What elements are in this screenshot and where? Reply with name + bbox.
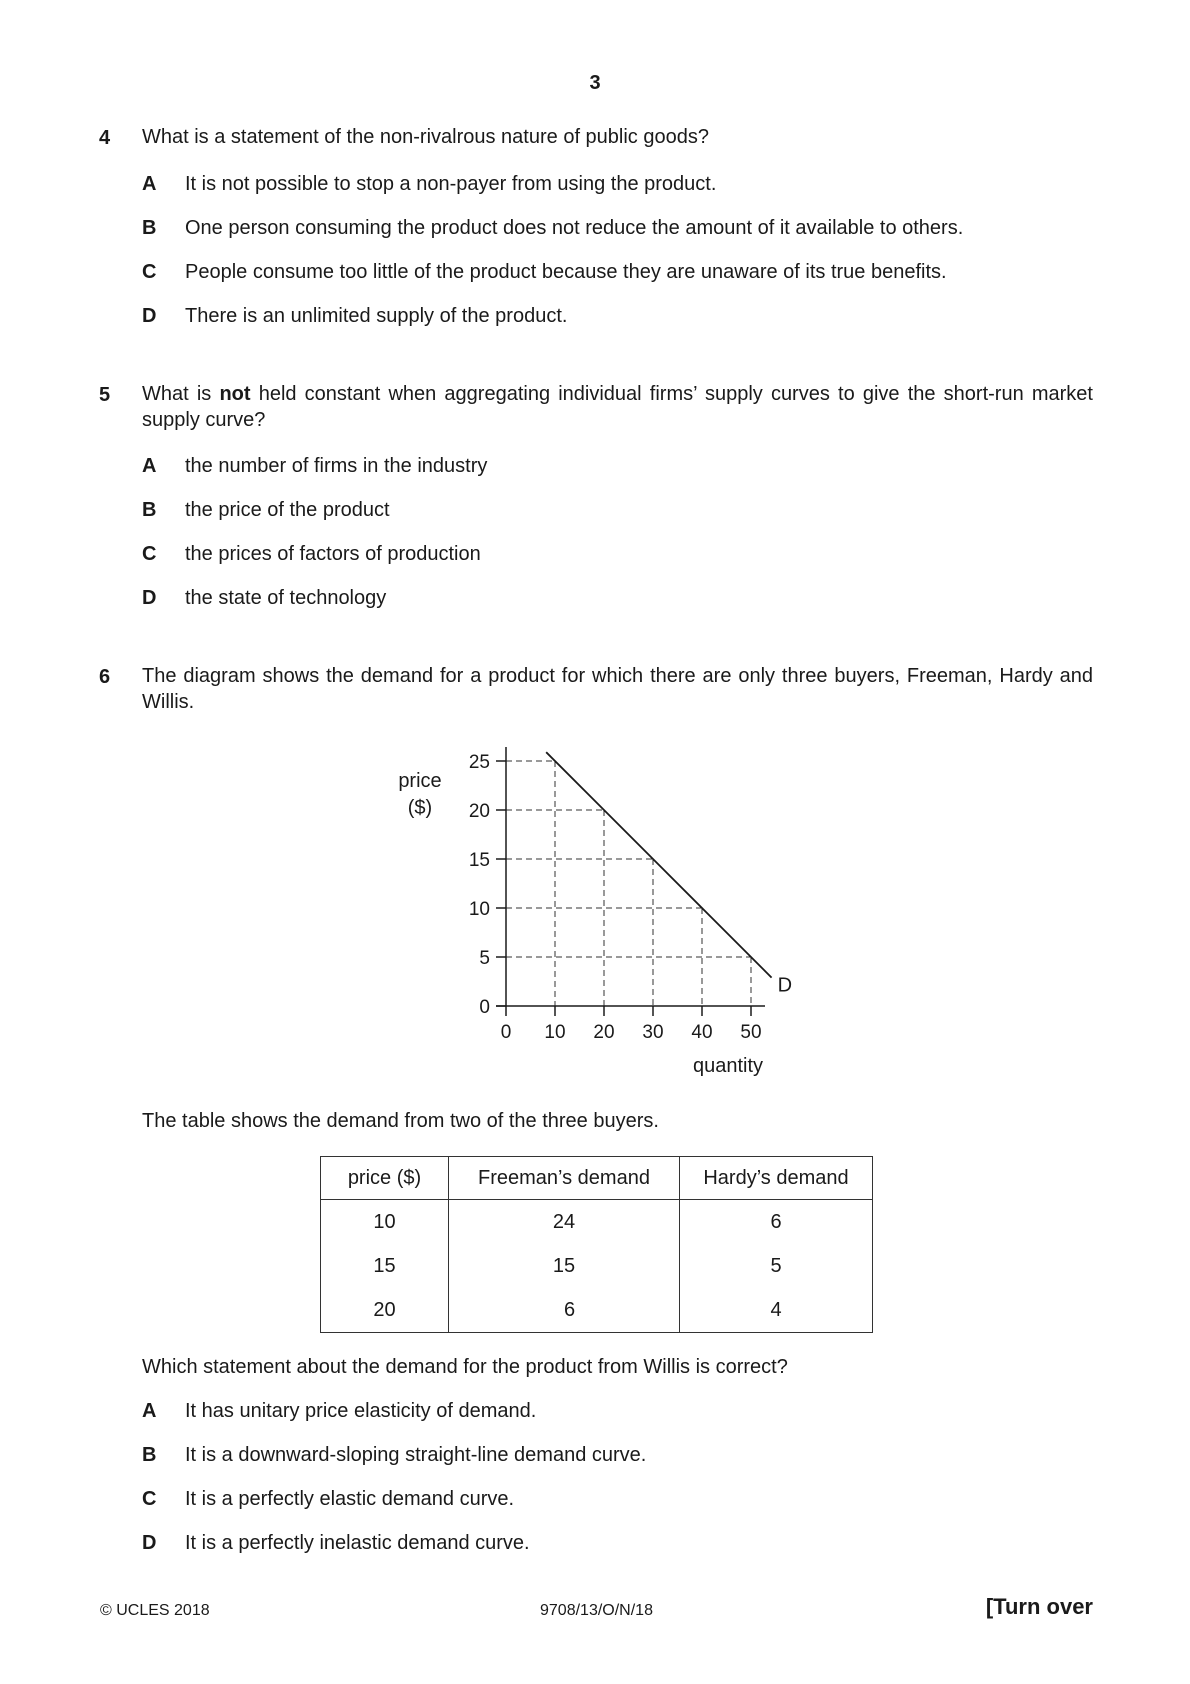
q4-option-a-text: It is not possible to stop a non-payer from using the product. xyxy=(185,173,717,195)
table-cell: 6 xyxy=(680,1200,873,1245)
x-tick-label: 30 xyxy=(642,1022,664,1043)
q4-option-b-letter: B xyxy=(142,217,157,239)
demand-curve-line xyxy=(546,752,771,977)
table-header-row xyxy=(321,1157,873,1200)
footer-paper-code: 9708/13/O/N/18 xyxy=(540,1602,653,1619)
question-6-number: 6 xyxy=(99,666,111,688)
table-cell: 6 xyxy=(449,1288,680,1333)
q6-option-a-text: It has unitary price elasticity of demand. xyxy=(185,1400,537,1422)
q6-option-d-letter: D xyxy=(142,1532,157,1554)
q6-option-c-letter: C xyxy=(142,1488,157,1510)
q4-option-c-letter: C xyxy=(142,261,157,283)
table-header-freeman: Freeman’s demand xyxy=(449,1157,680,1200)
question-4-text: What is a statement of the non-rivalrous nature of public goods? xyxy=(142,126,709,148)
chart-guides xyxy=(506,761,751,1006)
footer-turn-over: [Turn over xyxy=(985,1594,1093,1619)
table-cell: 15 xyxy=(321,1244,449,1288)
table-header-hardy: Hardy’s demand xyxy=(680,1157,873,1200)
x-tick-label: 40 xyxy=(691,1022,713,1043)
y-axis-label: price xyxy=(398,770,442,792)
question-6-prompt: Which statement about the demand for the product from Willis is correct? xyxy=(142,1356,788,1378)
page-number: 3 xyxy=(589,72,601,94)
q5-option-c-text: the prices of factors of production xyxy=(185,543,481,565)
y-tick-label: 15 xyxy=(468,850,490,871)
question-5-number: 5 xyxy=(99,384,111,406)
question-4-number: 4 xyxy=(99,127,111,149)
demand-curve-label: D xyxy=(777,974,793,997)
q5-option-b-letter: B xyxy=(142,499,157,521)
demand-table xyxy=(320,1156,873,1333)
x-tick-label: 10 xyxy=(544,1022,566,1043)
q5-option-d-text: the state of technology xyxy=(185,587,387,609)
q4-option-d-letter: D xyxy=(142,305,157,327)
y-tick-label: 0 xyxy=(479,997,490,1018)
x-axis-label: quantity xyxy=(692,1055,764,1077)
y-axis-unit-label: ($) xyxy=(407,797,433,819)
x-tick-label: 50 xyxy=(740,1022,762,1043)
table-cell: 24 xyxy=(449,1200,680,1245)
q4-option-a-letter: A xyxy=(142,173,157,195)
y-tick-label: 20 xyxy=(468,801,490,822)
table-cell: 5 xyxy=(680,1244,873,1288)
q6-option-d-text: It is a perfectly inelastic demand curve. xyxy=(185,1532,530,1554)
q5-option-b-text: the price of the product xyxy=(185,499,390,521)
q6-option-c-text: It is a perfectly elastic demand curve. xyxy=(185,1488,515,1510)
x-tick-label: 20 xyxy=(593,1022,615,1043)
q4-option-b-text: One person consuming the product does not reduce the amount of it available to others. xyxy=(185,217,964,239)
q5-option-d-letter: D xyxy=(142,587,157,609)
chart-series xyxy=(546,752,792,996)
footer-copyright: © UCLES 2018 xyxy=(100,1602,210,1619)
q6-option-b-text: It is a downward-sloping straight-line demand curve. xyxy=(185,1444,647,1466)
table-header-price: price ($) xyxy=(321,1157,449,1200)
q5-option-a-text: the number of firms in the industry xyxy=(185,455,488,477)
q4-option-d-text: There is an unlimited supply of the product. xyxy=(185,305,568,327)
table-cell: 15 xyxy=(449,1244,680,1288)
y-tick-label: 5 xyxy=(479,948,490,969)
q5-option-c-letter: C xyxy=(142,543,157,565)
q5-option-a-letter: A xyxy=(142,455,157,477)
q6-option-a-letter: A xyxy=(142,1400,157,1422)
demand-chart xyxy=(390,730,830,1090)
table-cell: 20 xyxy=(321,1288,449,1333)
chart-axes xyxy=(496,747,765,1016)
table-cell: 4 xyxy=(680,1288,873,1333)
table-cell: 10 xyxy=(321,1200,449,1245)
chart-ticks xyxy=(469,752,762,1043)
table-intro-text: The table shows the demand from two of the three buyers. xyxy=(142,1110,659,1132)
y-tick-label: 10 xyxy=(468,899,490,920)
table-row xyxy=(321,1288,873,1333)
q4-option-c-text: People consume too little of the product because they are unaware of its true benefits. xyxy=(185,261,947,283)
question-5-text: What is not held constant when aggregating individual firms’ supply curves to give the short-run market supply curve? xyxy=(142,383,1093,431)
table-row xyxy=(321,1200,873,1245)
question-6-text: The diagram shows the demand for a product for which there are only three buyers, Freeman, Hardy and Willis. xyxy=(142,665,1093,713)
table-row xyxy=(321,1244,873,1288)
x-tick-label: 0 xyxy=(500,1022,512,1043)
y-tick-label: 25 xyxy=(468,752,490,773)
q6-option-b-letter: B xyxy=(142,1444,157,1466)
